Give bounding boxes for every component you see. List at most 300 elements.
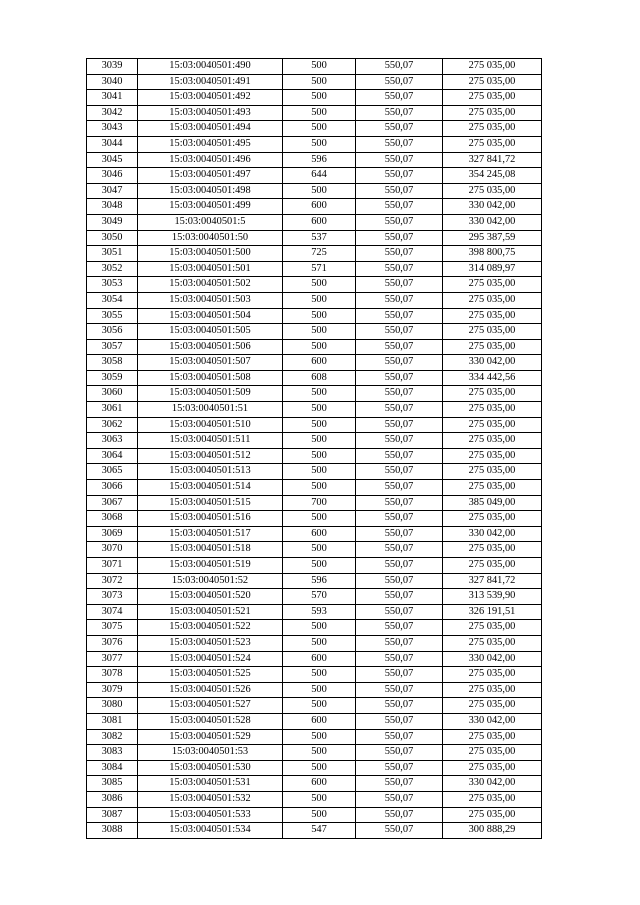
value-cell: 275 035,00: [443, 433, 542, 449]
cadastral-number-cell: 15:03:0040501:507: [138, 355, 283, 371]
area-cell: 500: [283, 635, 356, 651]
table-row: [87, 261, 542, 277]
value-cell: 334 442,56: [443, 370, 542, 386]
row-number-cell: 3059: [87, 370, 138, 386]
rate-cell: 550,07: [356, 729, 443, 745]
value-cell: 275 035,00: [443, 308, 542, 324]
area-cell: 593: [283, 604, 356, 620]
cadastral-number-cell: 15:03:0040501:506: [138, 339, 283, 355]
row-number-cell: 3078: [87, 667, 138, 683]
row-number-cell: 3081: [87, 713, 138, 729]
value-cell: 275 035,00: [443, 682, 542, 698]
rate-cell: 550,07: [356, 121, 443, 137]
area-cell: 600: [283, 199, 356, 215]
value-cell: 275 035,00: [443, 620, 542, 636]
cadastral-number-cell: 15:03:0040501:51: [138, 402, 283, 418]
row-number-cell: 3065: [87, 464, 138, 480]
value-cell: 275 035,00: [443, 324, 542, 340]
value-cell: 330 042,00: [443, 713, 542, 729]
cadastral-number-cell: 15:03:0040501:523: [138, 635, 283, 651]
rate-cell: 550,07: [356, 760, 443, 776]
rate-cell: 550,07: [356, 480, 443, 496]
cadastral-number-cell: 15:03:0040501:524: [138, 651, 283, 667]
area-cell: 500: [283, 90, 356, 106]
rate-cell: 550,07: [356, 168, 443, 184]
row-number-cell: 3079: [87, 682, 138, 698]
area-cell: 500: [283, 105, 356, 121]
table-row: [87, 417, 542, 433]
cadastral-number-cell: 15:03:0040501:529: [138, 729, 283, 745]
value-cell: 275 035,00: [443, 542, 542, 558]
row-number-cell: 3077: [87, 651, 138, 667]
row-number-cell: 3049: [87, 214, 138, 230]
table-row: [87, 370, 542, 386]
value-cell: 330 042,00: [443, 526, 542, 542]
row-number-cell: 3063: [87, 433, 138, 449]
area-cell: 500: [283, 480, 356, 496]
rate-cell: 550,07: [356, 495, 443, 511]
cadastral-number-cell: 15:03:0040501:494: [138, 121, 283, 137]
rate-cell: 550,07: [356, 620, 443, 636]
row-number-cell: 3046: [87, 168, 138, 184]
area-cell: 500: [283, 308, 356, 324]
rate-cell: 550,07: [356, 355, 443, 371]
cadastral-number-cell: 15:03:0040501:503: [138, 292, 283, 308]
area-cell: 500: [283, 729, 356, 745]
row-number-cell: 3056: [87, 324, 138, 340]
cadastral-number-cell: 15:03:0040501:53: [138, 745, 283, 761]
row-number-cell: 3051: [87, 246, 138, 262]
table-row: [87, 386, 542, 402]
area-cell: 500: [283, 620, 356, 636]
table-row: [87, 698, 542, 714]
cadastral-number-cell: 15:03:0040501:527: [138, 698, 283, 714]
rate-cell: 550,07: [356, 791, 443, 807]
rate-cell: 550,07: [356, 136, 443, 152]
value-cell: 275 035,00: [443, 59, 542, 75]
value-cell: 275 035,00: [443, 90, 542, 106]
rate-cell: 550,07: [356, 324, 443, 340]
rate-cell: 550,07: [356, 105, 443, 121]
row-number-cell: 3082: [87, 729, 138, 745]
cadastral-number-cell: 15:03:0040501:509: [138, 386, 283, 402]
row-number-cell: 3053: [87, 277, 138, 293]
rate-cell: 550,07: [356, 214, 443, 230]
table-row: [87, 823, 542, 839]
cadastral-number-cell: 15:03:0040501:50: [138, 230, 283, 246]
rate-cell: 550,07: [356, 402, 443, 418]
cadastral-number-cell: 15:03:0040501:525: [138, 667, 283, 683]
area-cell: 500: [283, 386, 356, 402]
rate-cell: 550,07: [356, 698, 443, 714]
table-row: [87, 667, 542, 683]
rate-cell: 550,07: [356, 417, 443, 433]
cadastral-number-cell: 15:03:0040501:532: [138, 791, 283, 807]
row-number-cell: 3075: [87, 620, 138, 636]
area-cell: 725: [283, 246, 356, 262]
table-row: [87, 682, 542, 698]
row-number-cell: 3080: [87, 698, 138, 714]
table-body: [87, 59, 542, 839]
area-cell: 500: [283, 136, 356, 152]
area-cell: 500: [283, 402, 356, 418]
cadastral-number-cell: 15:03:0040501:508: [138, 370, 283, 386]
row-number-cell: 3058: [87, 355, 138, 371]
cadastral-number-cell: 15:03:0040501:497: [138, 168, 283, 184]
value-cell: 314 089,97: [443, 261, 542, 277]
row-number-cell: 3047: [87, 183, 138, 199]
rate-cell: 550,07: [356, 74, 443, 90]
row-number-cell: 3055: [87, 308, 138, 324]
rate-cell: 550,07: [356, 230, 443, 246]
value-cell: 275 035,00: [443, 448, 542, 464]
table-row: [87, 74, 542, 90]
area-cell: 500: [283, 292, 356, 308]
row-number-cell: 3087: [87, 807, 138, 823]
rate-cell: 550,07: [356, 667, 443, 683]
cadastral-number-cell: 15:03:0040501:505: [138, 324, 283, 340]
area-cell: 571: [283, 261, 356, 277]
table-row: [87, 339, 542, 355]
area-cell: 500: [283, 558, 356, 574]
area-cell: 500: [283, 760, 356, 776]
cadastral-number-cell: 15:03:0040501:512: [138, 448, 283, 464]
rate-cell: 550,07: [356, 183, 443, 199]
row-number-cell: 3048: [87, 199, 138, 215]
table-row: [87, 246, 542, 262]
rate-cell: 550,07: [356, 277, 443, 293]
area-cell: 500: [283, 807, 356, 823]
row-number-cell: 3083: [87, 745, 138, 761]
area-cell: 500: [283, 59, 356, 75]
cadastral-number-cell: 15:03:0040501:510: [138, 417, 283, 433]
rate-cell: 550,07: [356, 261, 443, 277]
value-cell: 275 035,00: [443, 511, 542, 527]
row-number-cell: 3084: [87, 760, 138, 776]
row-number-cell: 3041: [87, 90, 138, 106]
table-row: [87, 713, 542, 729]
rate-cell: 550,07: [356, 386, 443, 402]
area-cell: 500: [283, 121, 356, 137]
cadastral-number-cell: 15:03:0040501:518: [138, 542, 283, 558]
table-row: [87, 168, 542, 184]
row-number-cell: 3088: [87, 823, 138, 839]
table-row: [87, 807, 542, 823]
area-cell: 500: [283, 324, 356, 340]
table-row: [87, 292, 542, 308]
table-row: [87, 495, 542, 511]
area-cell: 570: [283, 589, 356, 605]
row-number-cell: 3070: [87, 542, 138, 558]
area-cell: 500: [283, 511, 356, 527]
value-cell: 275 035,00: [443, 417, 542, 433]
value-cell: 275 035,00: [443, 402, 542, 418]
row-number-cell: 3061: [87, 402, 138, 418]
row-number-cell: 3072: [87, 573, 138, 589]
value-cell: 275 035,00: [443, 136, 542, 152]
value-cell: 275 035,00: [443, 121, 542, 137]
area-cell: 600: [283, 355, 356, 371]
table-row: [87, 402, 542, 418]
rate-cell: 550,07: [356, 558, 443, 574]
rate-cell: 550,07: [356, 90, 443, 106]
rate-cell: 550,07: [356, 370, 443, 386]
cadastral-number-cell: 15:03:0040501:517: [138, 526, 283, 542]
value-cell: 275 035,00: [443, 791, 542, 807]
row-number-cell: 3086: [87, 791, 138, 807]
cadastral-number-cell: 15:03:0040501:522: [138, 620, 283, 636]
area-cell: 600: [283, 214, 356, 230]
table-row: [87, 573, 542, 589]
table-row: [87, 448, 542, 464]
cadastral-number-cell: 15:03:0040501:521: [138, 604, 283, 620]
area-cell: 500: [283, 667, 356, 683]
rate-cell: 550,07: [356, 635, 443, 651]
table-row: [87, 542, 542, 558]
area-cell: 500: [283, 183, 356, 199]
value-cell: 275 035,00: [443, 667, 542, 683]
value-cell: 275 035,00: [443, 807, 542, 823]
area-cell: 500: [283, 542, 356, 558]
value-cell: 275 035,00: [443, 480, 542, 496]
area-cell: 644: [283, 168, 356, 184]
row-number-cell: 3074: [87, 604, 138, 620]
value-cell: 275 035,00: [443, 339, 542, 355]
cadastral-number-cell: 15:03:0040501:499: [138, 199, 283, 215]
cadastral-number-cell: 15:03:0040501:514: [138, 480, 283, 496]
rate-cell: 550,07: [356, 745, 443, 761]
table-row: [87, 277, 542, 293]
rate-cell: 550,07: [356, 526, 443, 542]
table-row: [87, 59, 542, 75]
value-cell: 275 035,00: [443, 183, 542, 199]
value-cell: 275 035,00: [443, 292, 542, 308]
value-cell: 275 035,00: [443, 698, 542, 714]
rate-cell: 550,07: [356, 589, 443, 605]
cadastral-number-cell: 15:03:0040501:531: [138, 776, 283, 792]
table-row: [87, 136, 542, 152]
area-cell: 596: [283, 573, 356, 589]
area-cell: 700: [283, 495, 356, 511]
row-number-cell: 3045: [87, 152, 138, 168]
row-number-cell: 3076: [87, 635, 138, 651]
value-cell: 300 888,29: [443, 823, 542, 839]
rate-cell: 550,07: [356, 713, 443, 729]
area-cell: 500: [283, 464, 356, 480]
cadastral-number-cell: 15:03:0040501:5: [138, 214, 283, 230]
rate-cell: 550,07: [356, 511, 443, 527]
table-row: [87, 183, 542, 199]
rate-cell: 550,07: [356, 651, 443, 667]
row-number-cell: 3068: [87, 511, 138, 527]
row-number-cell: 3085: [87, 776, 138, 792]
cadastral-number-cell: 15:03:0040501:493: [138, 105, 283, 121]
cadastral-number-cell: 15:03:0040501:511: [138, 433, 283, 449]
table-row: [87, 791, 542, 807]
value-cell: 275 035,00: [443, 729, 542, 745]
area-cell: 547: [283, 823, 356, 839]
table-row: [87, 90, 542, 106]
row-number-cell: 3073: [87, 589, 138, 605]
area-cell: 600: [283, 713, 356, 729]
value-cell: 354 245,08: [443, 168, 542, 184]
rate-cell: 550,07: [356, 776, 443, 792]
rate-cell: 550,07: [356, 542, 443, 558]
table-row: [87, 604, 542, 620]
area-cell: 500: [283, 417, 356, 433]
row-number-cell: 3054: [87, 292, 138, 308]
rate-cell: 550,07: [356, 448, 443, 464]
table-row: [87, 729, 542, 745]
value-cell: 275 035,00: [443, 277, 542, 293]
cadastral-number-cell: 15:03:0040501:528: [138, 713, 283, 729]
rate-cell: 550,07: [356, 339, 443, 355]
cadastral-number-cell: 15:03:0040501:492: [138, 90, 283, 106]
rate-cell: 550,07: [356, 573, 443, 589]
row-number-cell: 3040: [87, 74, 138, 90]
area-cell: 500: [283, 448, 356, 464]
table-row: [87, 324, 542, 340]
cadastral-number-cell: 15:03:0040501:52: [138, 573, 283, 589]
cadastral-number-cell: 15:03:0040501:501: [138, 261, 283, 277]
area-cell: 500: [283, 745, 356, 761]
table-row: [87, 105, 542, 121]
rate-cell: 550,07: [356, 308, 443, 324]
value-cell: 275 035,00: [443, 74, 542, 90]
rate-cell: 550,07: [356, 292, 443, 308]
cadastral-number-cell: 15:03:0040501:519: [138, 558, 283, 574]
table-row: [87, 651, 542, 667]
cadastral-number-cell: 15:03:0040501:534: [138, 823, 283, 839]
table-row: [87, 230, 542, 246]
value-cell: 313 539,90: [443, 589, 542, 605]
row-number-cell: 3064: [87, 448, 138, 464]
area-cell: 500: [283, 339, 356, 355]
row-number-cell: 3050: [87, 230, 138, 246]
row-number-cell: 3039: [87, 59, 138, 75]
cadastral-number-cell: 15:03:0040501:533: [138, 807, 283, 823]
cadastral-number-cell: 15:03:0040501:504: [138, 308, 283, 324]
area-cell: 500: [283, 682, 356, 698]
cadastral-number-cell: 15:03:0040501:502: [138, 277, 283, 293]
table-row: [87, 308, 542, 324]
rate-cell: 550,07: [356, 823, 443, 839]
cadastral-number-cell: 15:03:0040501:496: [138, 152, 283, 168]
area-cell: 500: [283, 791, 356, 807]
value-cell: 385 049,00: [443, 495, 542, 511]
value-cell: 275 035,00: [443, 745, 542, 761]
table-row: [87, 526, 542, 542]
cadastral-number-cell: 15:03:0040501:530: [138, 760, 283, 776]
value-cell: 330 042,00: [443, 355, 542, 371]
area-cell: 600: [283, 651, 356, 667]
cadastral-number-cell: 15:03:0040501:495: [138, 136, 283, 152]
rate-cell: 550,07: [356, 152, 443, 168]
table-row: [87, 635, 542, 651]
table-row: [87, 121, 542, 137]
cadastral-number-cell: 15:03:0040501:490: [138, 59, 283, 75]
value-cell: 275 035,00: [443, 105, 542, 121]
cadastral-number-cell: 15:03:0040501:515: [138, 495, 283, 511]
cadastral-number-cell: 15:03:0040501:516: [138, 511, 283, 527]
value-cell: 275 035,00: [443, 760, 542, 776]
row-number-cell: 3042: [87, 105, 138, 121]
cadastral-number-cell: 15:03:0040501:520: [138, 589, 283, 605]
table-row: [87, 480, 542, 496]
table-row: [87, 620, 542, 636]
value-cell: 275 035,00: [443, 635, 542, 651]
table-row: [87, 776, 542, 792]
area-cell: 500: [283, 277, 356, 293]
cadastral-number-cell: 15:03:0040501:498: [138, 183, 283, 199]
row-number-cell: 3044: [87, 136, 138, 152]
row-number-cell: 3069: [87, 526, 138, 542]
value-cell: 398 800,75: [443, 246, 542, 262]
area-cell: 500: [283, 74, 356, 90]
value-cell: 330 042,00: [443, 776, 542, 792]
cadastral-number-cell: 15:03:0040501:526: [138, 682, 283, 698]
table-row: [87, 558, 542, 574]
cadastral-number-cell: 15:03:0040501:491: [138, 74, 283, 90]
table-row: [87, 152, 542, 168]
value-cell: 330 042,00: [443, 199, 542, 215]
area-cell: 596: [283, 152, 356, 168]
table-row: [87, 199, 542, 215]
table-row: [87, 214, 542, 230]
table-row: [87, 433, 542, 449]
value-cell: 330 042,00: [443, 651, 542, 667]
area-cell: 608: [283, 370, 356, 386]
table-row: [87, 589, 542, 605]
row-number-cell: 3057: [87, 339, 138, 355]
row-number-cell: 3052: [87, 261, 138, 277]
area-cell: 537: [283, 230, 356, 246]
row-number-cell: 3071: [87, 558, 138, 574]
rate-cell: 550,07: [356, 604, 443, 620]
value-cell: 295 387,59: [443, 230, 542, 246]
value-cell: 275 035,00: [443, 386, 542, 402]
row-number-cell: 3043: [87, 121, 138, 137]
row-number-cell: 3062: [87, 417, 138, 433]
row-number-cell: 3066: [87, 480, 138, 496]
rate-cell: 550,07: [356, 464, 443, 480]
area-cell: 500: [283, 698, 356, 714]
table-row: [87, 511, 542, 527]
value-cell: 275 035,00: [443, 464, 542, 480]
table-row: [87, 355, 542, 371]
row-number-cell: 3067: [87, 495, 138, 511]
table-row: [87, 745, 542, 761]
rate-cell: 550,07: [356, 807, 443, 823]
rate-cell: 550,07: [356, 433, 443, 449]
area-cell: 500: [283, 433, 356, 449]
rate-cell: 550,07: [356, 59, 443, 75]
rate-cell: 550,07: [356, 246, 443, 262]
cadastral-number-cell: 15:03:0040501:513: [138, 464, 283, 480]
value-cell: 330 042,00: [443, 214, 542, 230]
table-row: [87, 760, 542, 776]
cadastral-number-cell: 15:03:0040501:500: [138, 246, 283, 262]
land-plot-table: [86, 58, 542, 839]
rate-cell: 550,07: [356, 682, 443, 698]
value-cell: 327 841,72: [443, 152, 542, 168]
area-cell: 600: [283, 526, 356, 542]
value-cell: 326 191,51: [443, 604, 542, 620]
value-cell: 275 035,00: [443, 558, 542, 574]
value-cell: 327 841,72: [443, 573, 542, 589]
rate-cell: 550,07: [356, 199, 443, 215]
table-row: [87, 464, 542, 480]
